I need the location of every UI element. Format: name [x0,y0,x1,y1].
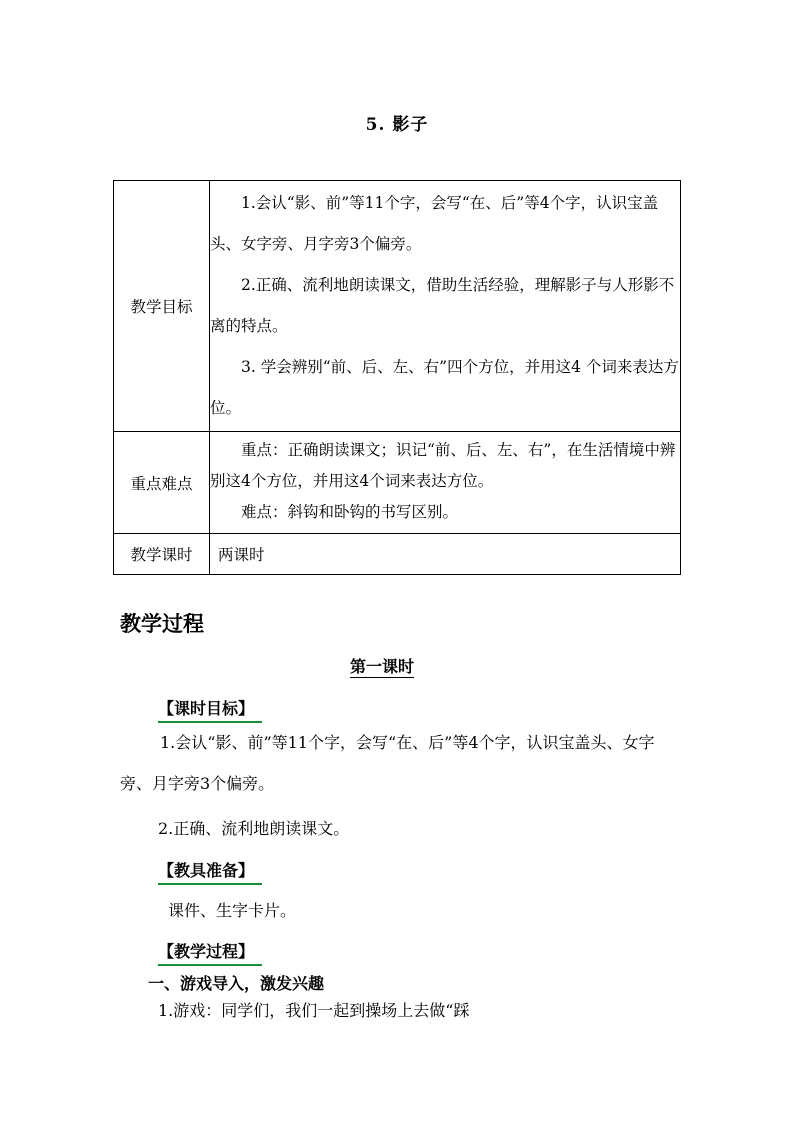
materials-heading: 【教具准备】 [158,858,262,885]
table-row-periods [114,534,681,575]
key-point-paragraph: 重点：正确朗读课文；识记“前、后、左、右”，在生活情境中辨别这4个方位，并用这4个词来表达方位。 [210,441,676,490]
objective-item: 1.会认“影、前”等11个字，会写“在、后”等4个字，认识宝盖头、女字旁、月字旁3个偏旁。 [120,733,655,793]
row-label: 重点难点 [114,432,210,534]
row-content: 两课时 [210,534,681,575]
table-row-key-points [114,432,681,534]
document-title: 5. 影子 [365,115,429,135]
objective-paragraph: 3. 学会辨别“前、后、左、右”四个方位，并用这4 个词来表达方位。 [210,358,679,417]
row-content [210,181,681,432]
difficulty-paragraph: 难点：斜钩和卧钩的书写区别。 [241,503,459,521]
lesson-info-table [113,180,681,575]
section-heading: 教学过程 [120,611,204,636]
process-heading: 【教学过程】 [158,939,262,966]
objective-item: 2.正确、流利地朗读课文。 [158,819,350,838]
process-step-title: 一、游戏导入，激发兴趣 [148,974,325,993]
row-label: 教学课时 [114,534,210,575]
lesson-title-text: 第一课时 [349,657,414,676]
objective-paragraph: 2.正确、流利地朗读课文，借助生活经验，理解影子与人形影不离的特点。 [210,276,675,335]
table-row-objectives [114,181,681,432]
objectives-heading: 【课时目标】 [158,696,262,723]
row-content [210,432,681,534]
lesson-title [0,654,764,677]
process-step-text: 1.游戏：同学们，我们一起到操场上去做“踩 [158,1001,470,1020]
materials-text: 课件、生字卡片。 [168,901,297,920]
row-label: 教学目标 [114,181,210,432]
objective-paragraph: 1.会认“影、前”等11个字，会写“在、后”等4个字，认识宝盖头、女字旁、月字旁3个偏旁。 [210,194,659,253]
